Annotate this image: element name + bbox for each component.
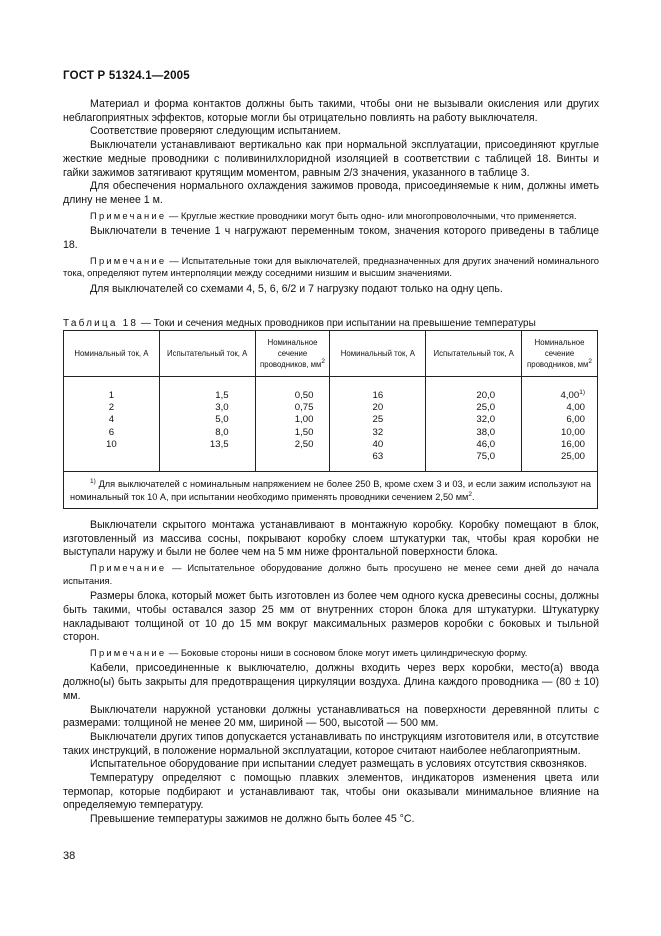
body-top	[63, 98, 599, 296]
header-cell: Испытательный ток, А	[426, 331, 522, 377]
header-cell: Номинальный ток, А	[64, 331, 160, 377]
paragraph: Температуру определяют с помощью плавких элементов, индикаторов изменения цвета или термопар, которые подбирают и устанавливают так, чтобы они оказывали минимальное влияние на определяемую температуру.	[63, 772, 599, 812]
body-bottom	[63, 519, 599, 827]
table-data-row	[64, 377, 598, 472]
note-text: — Испытательное оборудование должно быть просушено не менее семи дней до начала испытания.	[63, 562, 599, 586]
data-column-test-current: 1,5 3,0 5,0 8,0 13,5	[159, 377, 255, 472]
header-cell: Номинальное сечение проводников, $мм^2$	[522, 331, 598, 377]
paragraph: Для выключателей со схемами 4, 5, 6, 6/2 и 7 нагрузку подают только на одну цепь.	[90, 282, 503, 295]
note-text: — Круглые жесткие проводники могут быть одно- или многопроволочными, что применяется.	[166, 209, 577, 221]
header-cell: Номинальный ток, А	[330, 331, 426, 377]
paragraph: Соответствие проверяют следующим испытанием.	[90, 125, 341, 138]
table-footnote: $^{1)}$ Для выключателей с номинальным напряжением не более 250 В, кроме схем 3 и 03, и если зажим используют на номинальный ток 10 А, при испытании необходимо применять проводники сечением 2,50 $мм^2$.	[64, 472, 598, 509]
note-1	[63, 210, 599, 223]
header-cell: Номинальное сечение проводников, $мм^2$	[255, 331, 330, 377]
data-column-section-2: 4,00$^{1)}$ 4,00 6,00 10,00 16,00 25,00	[522, 377, 598, 472]
data-column-section: 0,50 0,75 1,00 1,50 2,50	[255, 377, 330, 472]
note-label: Примечание	[90, 209, 167, 221]
table-caption-text: — Токи и сечения медных проводников при испытании на превышение температуры	[138, 318, 536, 329]
table-header-row	[64, 331, 598, 377]
page-number: 38	[63, 850, 76, 862]
paragraph: Кабели, присоединенные к выключателю, должны входить через верх коробки, место(а) ввода должно(ы) быть закрыты для предотвращения циркуляции воздуха. Длина каждого проводника — (80 ± 10) мм.	[63, 662, 599, 702]
paragraph: Превышение температуры зажимов не должно быть более 45 °С.	[90, 813, 415, 826]
paragraph: Для обеспечения нормального охлаждения зажимов провода, присоединяемые к ним, должны иметь длину не менее 1 м.	[63, 180, 599, 206]
paragraph: Выключатели наружной установки должны устанавливаться на поверхности деревянной плиты с размерами: толщиной не менее 20 мм, шириной — 500, высотой — 500 мм.	[63, 703, 599, 730]
note-text: — Боковые стороны ниши в сосновом блоке могут иметь цилиндрическую форму.	[166, 646, 528, 658]
note-label: Примечание	[90, 562, 167, 574]
document-header: ГОСТ Р 51324.1—2005	[63, 70, 190, 82]
table-18	[63, 330, 598, 509]
table-footnote-row	[64, 472, 598, 509]
paragraph: Размеры блока, который может быть изготовлен из более чем одного куска древесины сосны, должны быть такими, чтобы оставался зазор 25 мм от внутренних сторон блока для штукатурки. Штукатурку накладывают толщиной от 10 до 15 мм вокруг максимальных размеров коробки с боковых и тыльной сторон.	[63, 590, 599, 644]
note-text: — Испытательные токи для выключателей, предназначенных для других значений номинального тока, определяют путем интерполяции между соседними низшим и высшим значениями.	[63, 254, 599, 279]
header-cell: Испытательный ток, А	[159, 331, 255, 377]
paragraph: Выключатели в течение 1 ч нагружают переменным током, значения которого приведены в таблице 18.	[63, 225, 599, 251]
table-caption-label: Таблица 18	[63, 318, 139, 329]
note-label: Примечание	[90, 254, 167, 266]
paragraph: Материал и форма контактов должны быть такими, чтобы они не вызывали окисления или других неблагоприятных эффектов, которые могли бы отрицательно повлиять на работу выключателя.	[63, 98, 599, 124]
data-column-rated-current-2: 16 20 25 32 40 63	[330, 377, 426, 472]
paragraph: Выключатели скрытого монтажа устанавливают в монтажную коробку. Коробку помещают в блок, изготовленный из массива сосны, покрывают коробку слоем штукатурки так, чтобы края коробки не выступали наружу и были не более чем на 5 мм ниже фронтальной поверхности блока.	[63, 519, 599, 559]
data-column-rated-current: 1 2 4 6 10	[64, 377, 160, 472]
note-label: Примечание	[90, 646, 167, 658]
data-column-test-current-2: 20,0 25,0 32,0 38,0 46,0 75,0	[426, 377, 522, 472]
paragraph: Испытательное оборудование при испытании следует размещать в условиях отсутствия сквозняков.	[90, 758, 588, 771]
note-4	[63, 647, 599, 660]
table-caption	[63, 318, 536, 329]
note-2	[63, 255, 599, 280]
note-3	[63, 562, 599, 587]
paragraph: Выключатели устанавливают вертикально как при нормальной эксплуатации, присоединяют круглые жесткие медные проводники с поливинилхлоридной изоляцией в соответствии с таблицей 18. Винты и гайки зажимов затягивают крутящим моментом, равным 2/3 значения, указанного в таблице 3.	[63, 139, 599, 179]
paragraph: Выключатели других типов допускается устанавливать по инструкциям изготовителя или, в отсутствие таких инструкций, в положение нормальной эксплуатации, которое считают наиболее неблагоприятным.	[63, 730, 599, 757]
